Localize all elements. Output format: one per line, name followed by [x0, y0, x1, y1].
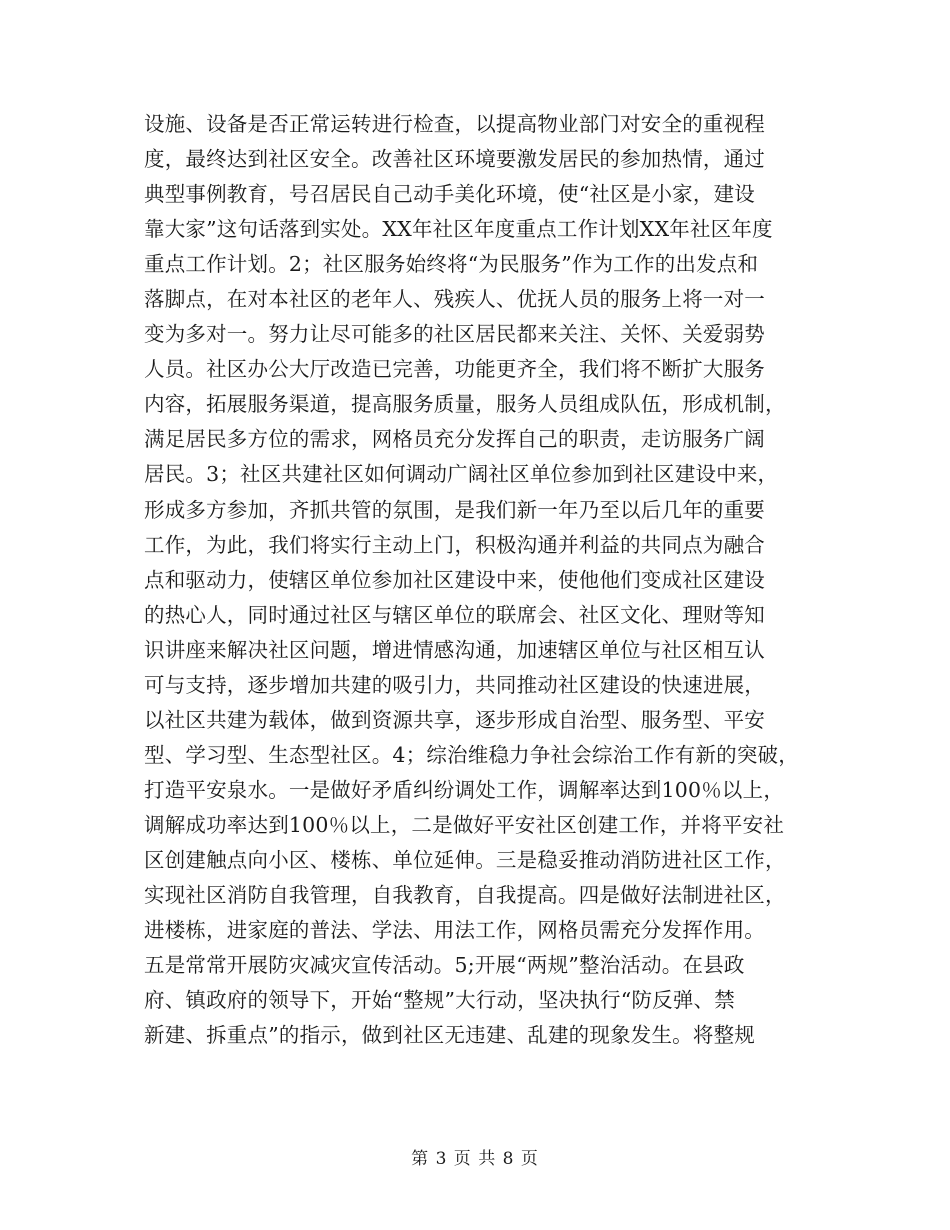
text-line: 进楼栋，进家庭的普法、学法、用法工作，网格员需充分发挥作用。 [144, 918, 765, 943]
text-line: 形成多方参加，齐抓共管的氛围，是我们新一年乃至以后几年的重要 [144, 497, 765, 522]
text-line: 人员。社区办公大厅改造已完善，功能更齐全，我们将不断扩大服务 [144, 357, 765, 382]
text-line: 府、镇政府的领导下，开始“整规”大行动，坚决执行“防反弹、禁 [144, 988, 735, 1013]
text-line: 设施、设备是否正常运转进行检查，以提高物业部门对安全的重视程 [144, 112, 765, 136]
text-line: 调解成功率达到100％以上，二是做好平安社区创建工作，并将平安社 [144, 812, 785, 837]
text-line: 区创建触点向小区、楼栋、单位延伸。三是稳妥推动消防进社区工作， [144, 847, 786, 872]
text-line: 度，最终达到社区安全。改善社区环境要激发居民的参加热情，通过 [144, 147, 765, 172]
text-line: 以社区共建为载体，做到资源共享，逐步形成自治型、服务型、平安 [144, 707, 765, 732]
text-line: 典型事例教育，号召居民自己动手美化环境，使“社区是小家，建设 [144, 182, 755, 207]
text-line: 打造平安泉水。一是做好矛盾纠纷调处工作，调解率达到100％以上， [144, 777, 785, 802]
body-text [144, 107, 814, 1053]
text-line: 变为多对一。努力让尽可能多的社区居民都来关注、关怀、关爱弱势 [144, 322, 765, 347]
text-line: 型、学习型、生态型社区。4；综治维稳力争社会综治工作有新的突破， [144, 742, 799, 767]
page-number-footer: 第 3 页 共 8 页 [411, 1149, 539, 1169]
text-line: 重点工作计划。2；社区服务始终将“为民服务”作为工作的出发点和 [144, 252, 759, 277]
text-line: 内容，拓展服务渠道，提高服务质量，服务人员组成队伍，形成机制， [144, 392, 786, 417]
text-line: 居民。3；社区共建社区如何调动广阔社区单位参加到社区建设中来， [144, 462, 779, 487]
text-line: 新建、拆重点”的指示，做到社区无违建、乱建的现象发生。将整规 [144, 1023, 755, 1048]
text-line: 靠大家”这句话落到实处。XX年社区年度重点工作计划XX年社区年度 [144, 217, 773, 242]
text-line: 点和驱动力，使辖区单位参加社区建设中来，使他他们变成社区建设 [144, 567, 765, 592]
text-line: 实现社区消防自我管理，自我教育，自我提高。四是做好法制进社区， [144, 883, 786, 908]
text-line: 工作，为此，我们将实行主动上门，积极沟通并利益的共同点为融合 [144, 532, 765, 557]
text-line: 的热心人，同时通过社区与辖区单位的联席会、社区文化、理财等知 [144, 602, 765, 627]
text-line: 五是常常开展防灾减灾宣传活动。5;开展“两规”整治活动。在县政 [144, 953, 745, 978]
text-line: 落脚点，在对本社区的老年人、残疾人、优抚人员的服务上将一对一 [144, 287, 765, 312]
text-line: 可与支持，逐步增加共建的吸引力，共同推动社区建设的快速进展， [144, 672, 765, 697]
text-line: 识讲座来解决社区问题，增进情感沟通，加速辖区单位与社区相互认 [144, 637, 765, 662]
text-line: 满足居民多方位的需求，网格员充分发挥自己的职责，走访服务广阔 [144, 427, 765, 452]
